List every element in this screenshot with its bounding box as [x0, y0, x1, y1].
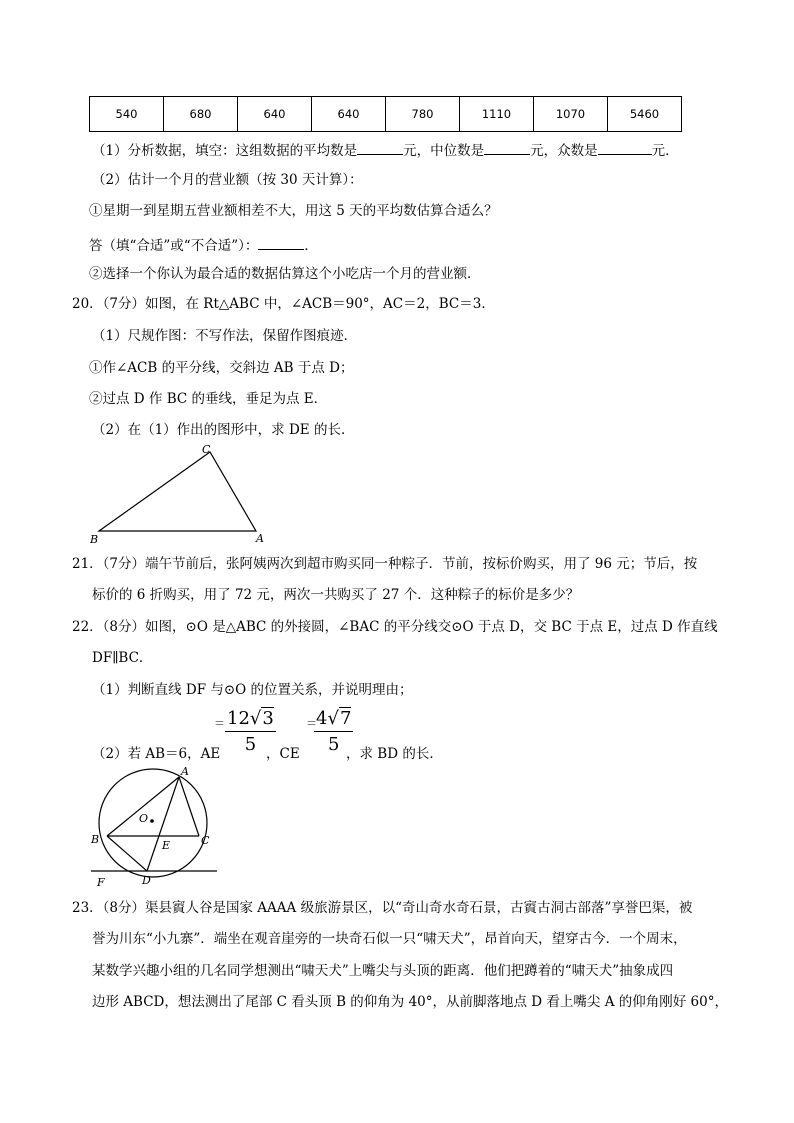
segment-ac — [179, 777, 199, 836]
point-label-c: C — [201, 834, 210, 847]
circumcircle — [99, 769, 207, 877]
center-point — [150, 819, 154, 823]
q23-line1: 23．（8分）渠县賨人谷是国家 AAAA 级旅游景区，以“奇山奇水奇石景，古賨古洞古部落”享誉巴渠，被 — [72, 900, 693, 916]
q19-text: 元． — [651, 143, 679, 159]
q20-part2: （2）在（1）作出的图形中，求 DE 的长． — [92, 422, 355, 438]
triangle-abc — [99, 452, 256, 531]
q22-stem-cont: DF∥BC． — [92, 650, 153, 666]
table-cell: 640 — [312, 97, 386, 132]
table-cell: 1110 — [460, 97, 534, 132]
q22-text: （2）若 AB＝6，AE — [92, 746, 221, 762]
q22-part1: （1）判断直线 DF 与⊙O 的位置关系，并说明理由； — [92, 682, 413, 698]
q19-text: 元，众数是 — [530, 143, 598, 159]
point-label-e: E — [162, 839, 171, 852]
data-table — [89, 96, 682, 132]
fraction-numerator: 12√3 — [225, 708, 276, 732]
vertex-label-b: B — [90, 533, 99, 546]
vertex-label-a: A — [256, 532, 264, 545]
coefficient: 4 — [316, 708, 328, 729]
q21-line2: 标价的 6 折购买，用了 72 元，两次一共购买了 27 个．这种粽子的标价是多少？ — [92, 587, 580, 603]
q19-text: 答（填“合适”或“不合适”）： — [89, 238, 259, 254]
table-row — [90, 97, 682, 132]
answer-blank — [484, 142, 530, 155]
triangle-figure — [80, 440, 280, 550]
q22-text: ，CE — [266, 746, 300, 762]
q20-sub1: ①作∠ACB 的平分线，交斜边 AB 于点 D； — [89, 360, 354, 376]
q19-sub2: ②选择一个你认为最合适的数据估算这个小吃店一个月的营业额． — [89, 266, 481, 282]
radicand: 3 — [262, 708, 274, 729]
table-cell: 780 — [386, 97, 460, 132]
q19-text: （1）分析数据，填空：这组数据的平均数是 — [92, 143, 358, 159]
q19-text: 元，中位数是 — [403, 143, 485, 159]
coefficient: 12 — [227, 708, 250, 729]
table-cell: 680 — [164, 97, 238, 132]
q22-stem: 22．（8分）如图，⊙O 是△ABC 的外接圆，∠BAC 的平分线交⊙O 于点 D，交 BC 于点 E，过点 D 作直线 — [72, 619, 718, 635]
q22-text: ，求 BD 的长． — [346, 746, 443, 762]
q23-line3: 某数学兴趣小组的几名同学想测出“啸天犬”上嘴尖与头顶的距离．他们把蹲着的“啸天犬”抽象成四 — [92, 963, 674, 979]
answer-blank — [598, 142, 652, 155]
fraction-denominator: 5 — [327, 734, 340, 755]
point-label-o: O — [139, 812, 149, 825]
equals-sign: ＝ — [306, 717, 317, 730]
q19-part2: （2）估计一个月的营业额（按 30 天计算）： — [92, 172, 363, 188]
table-cell: 540 — [90, 97, 164, 132]
point-label-d: D — [142, 874, 151, 887]
point-label-a: A — [181, 765, 189, 778]
q23-line2: 誉为川东“小九寨”．端坐在观音崖旁的一块奇石似一只“啸天犬”，昂首向天，望穿古今．一个周末， — [92, 931, 687, 947]
answer-blank — [357, 142, 403, 155]
segment-bd — [107, 836, 147, 871]
q21-line1: 21．（7分）端午节前后，张阿姨两次到超市购买同一种粽子．节前，按标价购买，用了 96 元；节后，按 — [72, 556, 698, 572]
q23-line4: 边形 ABCD，想法测出了尾部 C 看头顶 B 的仰角为 40°，从前脚落地点 D 看上嘴尖 A 的仰角刚好 60°， — [92, 994, 728, 1010]
q19-text: ． — [304, 238, 318, 254]
fraction-denominator: 5 — [244, 734, 257, 755]
q20-sub2: ②过点 D 作 BC 的垂线，垂足为点 E． — [89, 391, 328, 407]
segment-ad — [147, 777, 179, 871]
segment-ab — [107, 777, 179, 836]
q22-part2 — [92, 748, 220, 762]
point-label-f: F — [97, 876, 105, 889]
radicand: 7 — [339, 708, 352, 729]
vertex-label-c: C — [202, 443, 211, 456]
point-label-b: B — [91, 833, 100, 846]
q19-sub1: ①星期一到星期五营业额相差不大，用这 5 天的平均数估算合适么？ — [89, 203, 498, 219]
q19-answer-line — [89, 237, 318, 254]
table-cell: 1070 — [534, 97, 608, 132]
table-cell: 5460 — [608, 97, 682, 132]
fraction-numerator: 4√7 — [314, 708, 353, 732]
answer-blank — [258, 237, 304, 250]
table-cell: 640 — [238, 97, 312, 132]
q20-part1: （1）尺规作图：不写作法，保留作图痕迹． — [92, 328, 358, 344]
circle-figure — [85, 762, 235, 892]
equals-sign: ＝ — [214, 717, 225, 730]
q20-stem: 20．（7分）如图，在 Rt△ABC 中，∠ACB＝90°，AC＝2，BC＝3． — [72, 296, 495, 312]
q19-part1 — [92, 142, 679, 159]
